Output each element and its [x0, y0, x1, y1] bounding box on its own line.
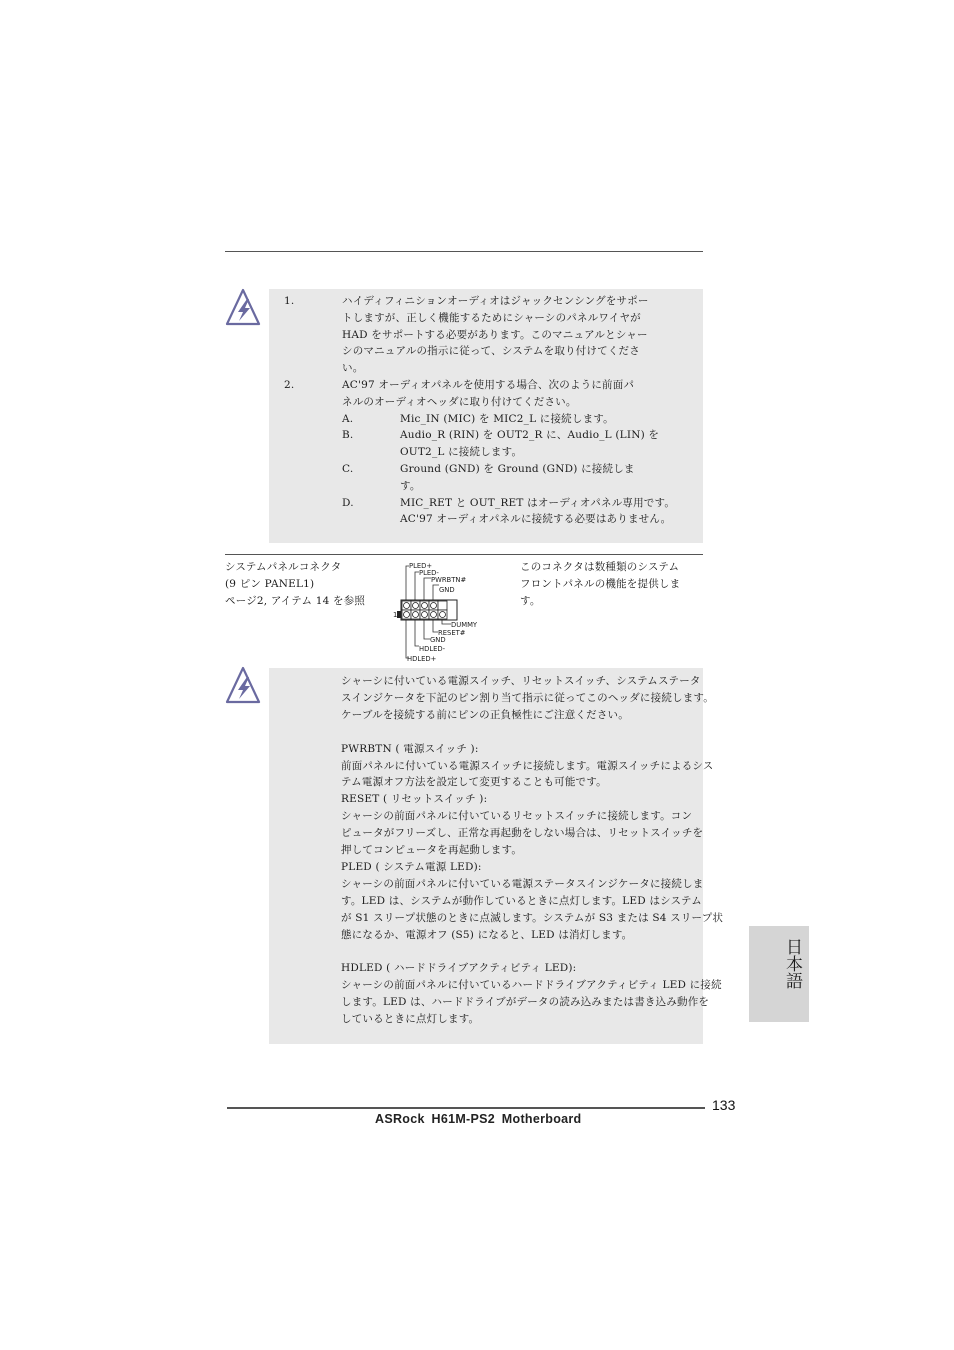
- note-subitem-line: Mic_IN (MIC) を MIC2_L に接続します。: [400, 412, 614, 425]
- page-number: 133: [712, 1097, 736, 1113]
- label-pled-minus: PLED-: [419, 569, 439, 577]
- note-subitem-line: AC'97 オーディオパネルに接続する必要はありません。: [400, 513, 672, 526]
- note-line: PWRBTN ( 電源スイッチ ):: [341, 742, 479, 755]
- note-item-line: シのマニュアルの指示に従って、システムを取り付けてくださ: [342, 345, 640, 358]
- note-line: HDLED ( ハードドライブアクティビティ LED):: [341, 962, 577, 975]
- note-subitem-line: Ground (GND) を Ground (GND) に接続しま: [400, 463, 635, 475]
- note-subitem-line: MIC_RET と OUT_RET はオーディオパネル専用です。: [400, 496, 676, 509]
- note-line: 押してコンピュータを再起動します。: [341, 844, 523, 856]
- pin1-marker: [397, 611, 401, 618]
- note-subitem-letter: C.: [342, 463, 354, 475]
- note-item-line: トしますが、正しく機能するためにシャーシのパネルワイヤが: [342, 311, 641, 324]
- footer-rule: [227, 1107, 705, 1109]
- note-line: が S1 スリープ状態のときに点滅します。システムが S3 または S4 スリープ状: [341, 911, 724, 924]
- pin1-label: 1: [393, 611, 398, 619]
- label-pled-plus: PLED+: [409, 562, 433, 570]
- panel-connector-pins: (9 ピン PANEL1): [225, 578, 315, 590]
- note-line: 態になるか、電源オフ (S5) になると、LED は消灯します。: [341, 928, 633, 941]
- warning-icon: [224, 287, 266, 327]
- note-item-line: ハイディフィニションオーディオはジャックセンシングをサポー: [342, 295, 649, 307]
- note-line: しているときに点灯します。: [341, 1013, 480, 1025]
- note-subitem-letter: A.: [342, 412, 354, 425]
- note-line: テム電源オフ方法を設定して変更することも可能です。: [341, 776, 607, 789]
- note-subitem-letter: B.: [342, 429, 354, 442]
- note-line: ピュータがフリーズし、正常な再起動をしない場合は、リセットスイッチを: [341, 827, 704, 840]
- note-item-number: 1.: [284, 295, 295, 307]
- note-item-line: ネルのオーディオヘッダに取り付けてください。: [342, 395, 577, 408]
- language-tab-label: 日本語: [782, 938, 802, 989]
- note-line: シャーシの前面パネルに付いている電源ステータスインジケータに接続しま: [341, 877, 704, 890]
- language-tab: [749, 926, 809, 1022]
- label-hdled-plus: HDLED+: [407, 655, 437, 663]
- note-subitem-letter: D.: [342, 496, 354, 509]
- section-rule: [225, 554, 703, 555]
- note-line: RESET ( リセットスイッチ ):: [341, 793, 488, 806]
- label-reset: RESET#: [438, 629, 466, 637]
- pin-cell: [438, 601, 447, 610]
- note-line: シャーシの前面パネルに付いているハードドライブアクティビティ LED に接続: [341, 979, 722, 992]
- note-line: PLED ( システム電源 LED):: [341, 860, 482, 873]
- label-dummy: DUMMY: [451, 621, 478, 629]
- warning-icon: [224, 665, 266, 705]
- note-line: シャーシの前面パネルに付いているリセットスイッチに接続します。コン: [341, 810, 693, 823]
- note-item-line: AC'97 オーディオパネルを使用する場合、次のように前面パ: [342, 379, 635, 391]
- note-subitem-line: Audio_R (RIN) を OUT2_R に、Audio_L (LIN) を: [400, 429, 660, 442]
- label-hdled-minus: HDLED-: [419, 645, 446, 653]
- note-line: シャーシに付いている電源スイッチ、リセットスイッチ、システムステータ: [341, 675, 701, 687]
- top-rule: [225, 251, 703, 252]
- label-gnd-bottom: GND: [430, 636, 446, 644]
- footer-product-name: ASRock H61M-PS2 Motherboard: [375, 1112, 582, 1126]
- panel-desc-line: フロントパネルの機能を提供しま: [520, 578, 681, 590]
- panel-desc-line: す。: [520, 595, 541, 607]
- panel-desc-line: このコネクタは数種類のシステム: [520, 561, 680, 573]
- label-gnd-top: GND: [439, 586, 455, 594]
- note-line: します。LED は、ハードドライブがデータの読み込みまたは書き込み動作を: [341, 996, 710, 1009]
- panel-connector-diagram: [393, 560, 493, 664]
- panel-connector-ref: ページ2, アイテム 14 を参照: [225, 595, 366, 607]
- note-line: す。LED は、システムが動作しているときに点灯します。LED はシステム: [341, 894, 702, 907]
- label-pwrbtn: PWRBTN#: [431, 576, 467, 584]
- note-subitem-line: す。: [400, 479, 421, 492]
- note-line: スインジケータを下記のピン割り当て指示に従ってこのヘッダに接続します。: [341, 691, 714, 704]
- note-item-line: い。: [342, 362, 364, 375]
- note-item-line: HAD をサポートする必要があります。このマニュアルとシャー: [342, 328, 648, 341]
- note-item-number: 2.: [284, 379, 295, 391]
- panel-connector-title: システムパネルコネクタ: [225, 561, 342, 573]
- note-subitem-line: OUT2_L に接続します。: [400, 446, 523, 459]
- note-line: ケーブルを接続する前にピンの正負極性にご注意ください。: [341, 708, 629, 721]
- note-line: 前面パネルに付いている電源スイッチに接続します。電源スイッチによるシス: [341, 759, 714, 772]
